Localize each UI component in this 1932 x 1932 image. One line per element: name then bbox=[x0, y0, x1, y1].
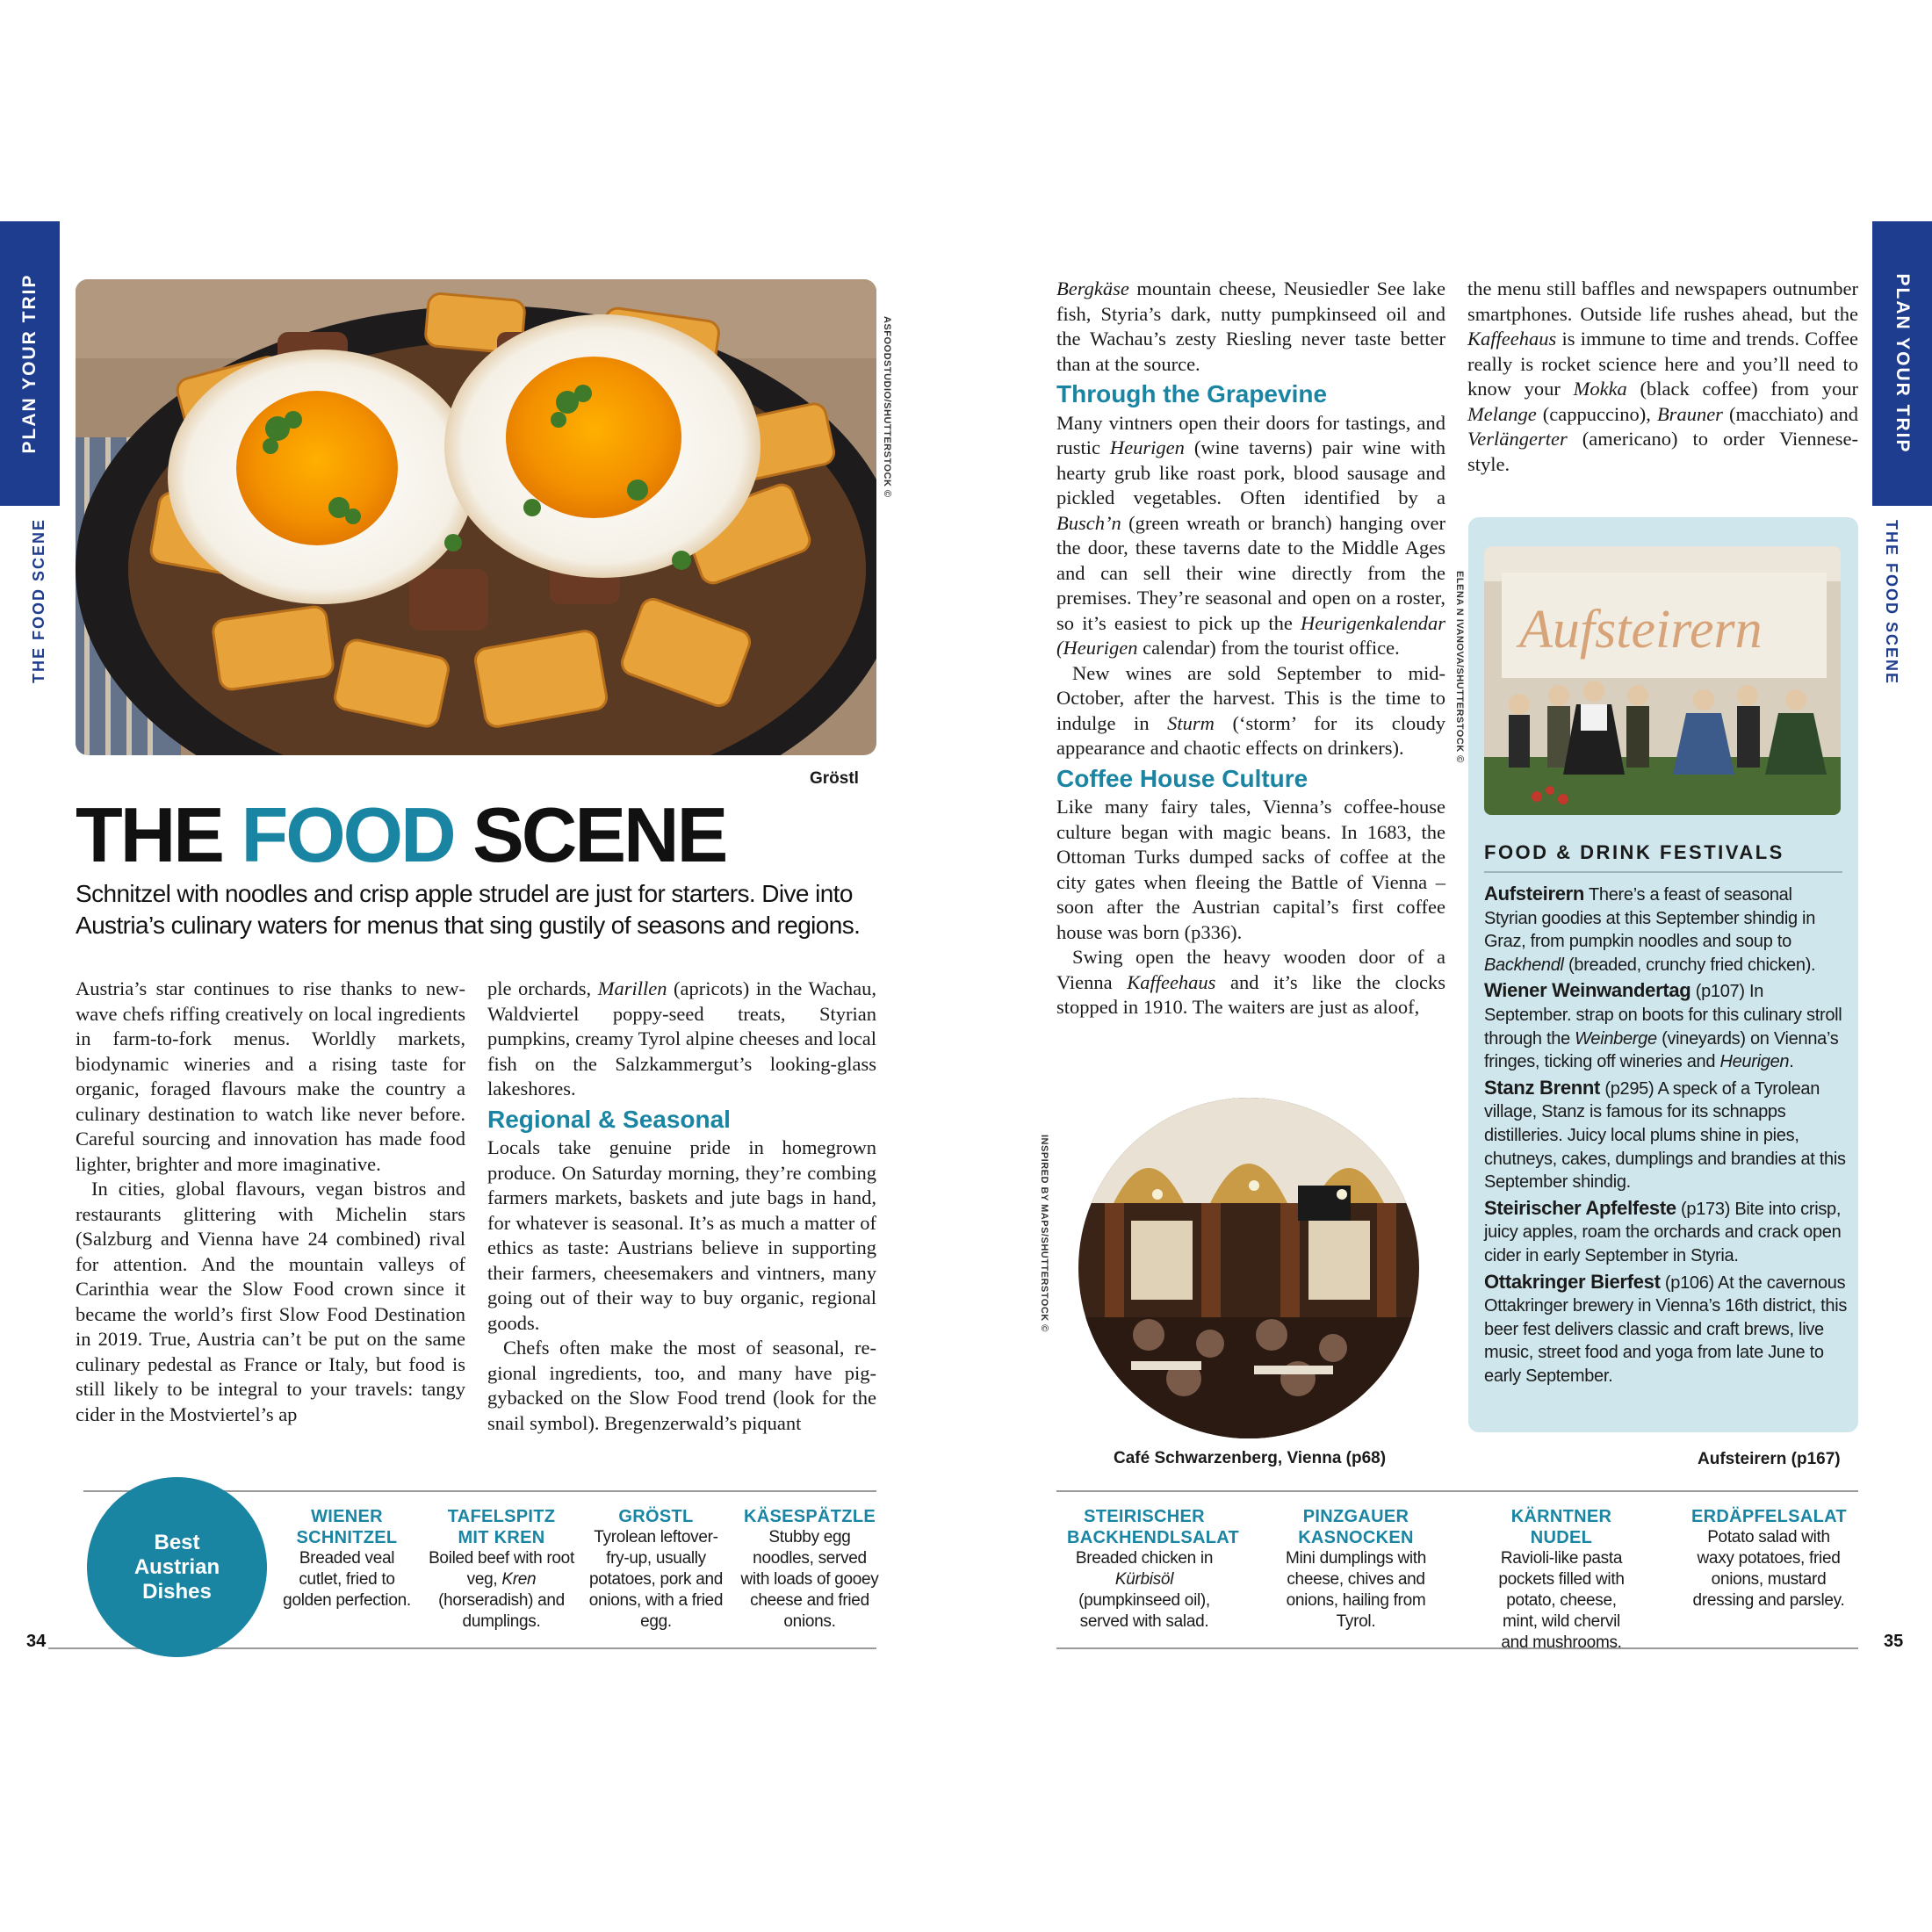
col4-p1-f: (americano) to order Viennese-style. bbox=[1467, 428, 1858, 475]
col3-p5-a: Swing open the heavy wooden door of a Vienna bbox=[1056, 946, 1445, 993]
dishes-bottom-rule-right bbox=[1056, 1647, 1858, 1649]
col3-p2-d: calendar) from the tourist office. bbox=[1137, 637, 1400, 659]
festival-name: Aufsteirern bbox=[1484, 883, 1585, 905]
right-column-2 bbox=[1467, 277, 1858, 477]
dish-kasespatzle bbox=[732, 1506, 887, 1633]
col1-paragraph-1: Austria’s star continues to rise thanks to new-wave chefs riffing creatively on local ingredients in farm-to-fork menus. Worldly markets, biodynamic wineries and a rising taste for organic, foraged flavours make the country a culinary destination to watch like never before. Careful sourcing and innovation has made food lighter, brighter and more imaginative. bbox=[76, 977, 465, 1175]
col3-paragraph-2 bbox=[1056, 411, 1445, 661]
dish-description: Stubby egg noodles, served with loads of gooey cheese and fried onions. bbox=[740, 1528, 879, 1631]
col3-p1-em: Bergkäse bbox=[1056, 278, 1129, 299]
col4-p1-em1: Kaffeehaus bbox=[1467, 328, 1557, 350]
title-part1: THE bbox=[76, 791, 242, 878]
dish-description: Ravioli-like pasta pockets filled with potato, cheese, mint, wild chervil and mushrooms. bbox=[1498, 1549, 1625, 1652]
col4-p1-d: (cappuccino), bbox=[1536, 402, 1657, 425]
col3-p2-em3: Heurigenkalendar (Heurigen bbox=[1056, 611, 1445, 659]
col3-paragraph-4: Like many fairy tales, Vienna’s coffee-house culture began with magic beans. In 1683, the Ottoman Turks dumped sacks of coffee at the city gates when fleeing the Battle of Vienna – soon after the Austrian capital’s first coffee house was born (p336). bbox=[1056, 796, 1445, 943]
right-section-tab bbox=[1872, 221, 1932, 506]
left-section-tab bbox=[0, 221, 60, 506]
grostl-photo bbox=[76, 279, 876, 755]
festival-name: Ottakringer Bierfest bbox=[1484, 1270, 1661, 1293]
dish-desc-b: (pumpkinseed oil), served with salad. bbox=[1078, 1591, 1210, 1631]
festival-text: There’s a feast of seasonal Styrian goodies at this September shindig in Graz, from pumpkin noodles and soup to bbox=[1484, 885, 1816, 952]
dish-desc-em: Kren bbox=[501, 1570, 537, 1589]
dish-name: KÄRNTNER NUDEL bbox=[1510, 1507, 1612, 1547]
festival-item bbox=[1484, 979, 1848, 1073]
dish-description bbox=[1067, 1548, 1222, 1633]
dish-desc-b: (horseradish) and dumplings. bbox=[438, 1591, 565, 1631]
dish-name: KÄSESPÄTZLE bbox=[744, 1507, 876, 1526]
festival-text-em2: Heurigen bbox=[1719, 1052, 1790, 1072]
festival-item bbox=[1484, 1077, 1848, 1194]
dish-grostl bbox=[579, 1506, 733, 1633]
festival-text-b: (vineyards) on Vienna’s fringes, ticking off wineries and bbox=[1484, 1028, 1839, 1072]
dish-description: Mini dumplings with cheese, chives and onions, hailing from Tyrol. bbox=[1285, 1549, 1427, 1631]
col3-p2-b: (wine taverns) pair wine with hearty grub like roast pork, blood sausage and pickled vegetables. Often identified by a bbox=[1056, 436, 1445, 508]
best-austrian-dishes-badge: Best Austrian Dishes bbox=[87, 1477, 267, 1657]
dish-steirischer-backhendlsalat bbox=[1067, 1506, 1240, 1633]
col3-p3-a: New wines are sold September to mid-October, after the harvest. This is the time to indulge in bbox=[1056, 661, 1445, 734]
festival-item bbox=[1484, 1271, 1848, 1388]
col1-paragraph-2: In cities, global flavours, vegan bistros and restaurants glittering with Michelin stars (Salzburg and Vienna have 24 combined) rival for attention. And the mountain valleys of Carinthia wear the Slow Food crown since it became the world’s first Slow Food Destination in 2019. True, Austria can’t be put on the same culinary pedestal as France or Italy, but food is still likely to be integral to your travels: tangy cider in the Mostviertel’s ap bbox=[76, 1178, 465, 1425]
col2-p1-text-b: (apricots) in the Wachau, Waldviertel poppy-seed treats, Styrian pumpkins, creamy Tyrol alpine cheeses and local fish on the Salzkammergut’s looking-glass lakeshores. bbox=[487, 977, 877, 1099]
col3-p2-a: Many vintners open their doors for tastings, and rustic bbox=[1056, 411, 1445, 458]
col3-p2-em1: Heurigen bbox=[1109, 436, 1185, 458]
col3-p3-em: Sturm bbox=[1167, 711, 1215, 734]
right-column-1 bbox=[1056, 277, 1445, 1020]
dish-name: ERDÄPFELSALAT bbox=[1691, 1507, 1847, 1526]
festival-name: Steirischer Apfelfeste bbox=[1484, 1196, 1676, 1219]
grostl-photo-caption: Gröstl bbox=[810, 769, 859, 788]
col4-p1-e: (macchiato) and bbox=[1722, 402, 1859, 425]
col2-paragraph-1 bbox=[487, 977, 876, 1102]
festival-text: (p173) Bite into crisp, juicy apples, roam the orchards and crack open cider in early September in Styria. bbox=[1484, 1199, 1842, 1265]
festival-item bbox=[1484, 1197, 1848, 1268]
dish-name: GRÖSTL bbox=[618, 1507, 694, 1526]
col3-paragraph-1 bbox=[1056, 277, 1445, 377]
title-accent: FOOD bbox=[241, 791, 454, 878]
festival-name: Wiener Weinwandertag bbox=[1484, 979, 1691, 1002]
dish-tafelspitz bbox=[424, 1506, 579, 1633]
col4-p1-em2: Mokka bbox=[1573, 378, 1627, 400]
col3-p5-em: Kaffeehaus bbox=[1127, 970, 1216, 993]
dish-name: STEIRISCHER BACKHENDLSALAT bbox=[1067, 1507, 1240, 1547]
col4-p1-c: (black coffee) from your bbox=[1626, 378, 1858, 400]
dish-desc-a: Boiled beef with root veg, bbox=[429, 1549, 574, 1589]
festival-text: (p107) In September. strap on boots for this culinary stroll through the bbox=[1484, 982, 1842, 1049]
col3-paragraph-5 bbox=[1056, 945, 1445, 1020]
festival-text-c: . bbox=[1789, 1052, 1794, 1072]
col3-p5-b: and it’s like the clocks stopped in 1910. The waiters are just as aloof, bbox=[1056, 970, 1445, 1018]
page-title bbox=[76, 790, 725, 880]
festivals-list bbox=[1484, 883, 1848, 1390]
festival-text-em: Backhendl bbox=[1484, 955, 1564, 975]
aufsteirern-photo bbox=[1484, 546, 1841, 815]
col4-p1-em3: Melange bbox=[1467, 402, 1537, 425]
dish-description bbox=[424, 1548, 579, 1633]
dish-description: Potato salad with waxy potatoes, fried onions, mustard dressing and parsley. bbox=[1692, 1528, 1845, 1610]
left-column-2 bbox=[487, 977, 876, 1436]
col3-p1-text: mountain cheese, Neusiedler See lake fish, Styria’s dark, nutty pumpkinseed oil and the Wachau’s zesty Riesling never taste better than at the source. bbox=[1056, 278, 1445, 375]
festivals-heading: FOOD & DRINK FESTIVALS bbox=[1484, 841, 1842, 873]
dish-description: Breaded veal cutlet, fried to golden perfection. bbox=[283, 1549, 411, 1610]
left-column-1 bbox=[76, 977, 465, 1427]
festival-text-em: Weinberge bbox=[1575, 1028, 1657, 1049]
festival-item bbox=[1484, 883, 1848, 977]
dish-name: TAFELSPITZ MIT KREN bbox=[447, 1507, 556, 1547]
col3-p2-c: (green wreath or branch) hanging over the door, these taverns date to the Middle Ages and can sell their wine directly from the premises. They’re seasonal and open on a roster, so it’s easiest to pick up the bbox=[1056, 511, 1445, 634]
col3-p2-em2: Busch’n bbox=[1056, 511, 1121, 534]
dish-desc-a: Breaded chicken in bbox=[1075, 1549, 1214, 1568]
col2-paragraph-3: Chefs often make the most of seasonal, regional ingredients, too, and many have piggybacked on the Slow Food trend (look for the snail symbol). Bregenzerwald’s piquant bbox=[487, 1337, 876, 1434]
dish-wiener-schnitzel bbox=[270, 1506, 424, 1611]
festival-text-b: (breaded, crunchy fried chicken). bbox=[1563, 955, 1816, 975]
right-tab-label: PLAN YOUR TRIP bbox=[1892, 273, 1913, 454]
festival-text: (p106) At the cavernous Ottakringer brewery in Vienna’s 16th district, this beer fest delivers classic and craft brews, live music, street food and yoga from late June to early September. bbox=[1484, 1272, 1848, 1386]
dish-name: PINZGAUER KASNOCKEN bbox=[1298, 1507, 1414, 1547]
page-number-left: 34 bbox=[26, 1632, 47, 1651]
aufsteirern-sign-text: Aufsteirern bbox=[1519, 600, 1763, 660]
dish-name: WIENER SCHNITZEL bbox=[296, 1507, 398, 1547]
col3-p3-b: (‘storm’ for its cloudy appearance and chaotic effects on drinkers). bbox=[1056, 711, 1445, 759]
intro-text: Schnitzel with noodles and crisp apple strudel are just for starters. Dive into Austria’s culinary waters for menus that sing gustily of seasons and regions. bbox=[76, 880, 861, 939]
festival-text: (p295) A speck of a Tyrolean village, Stanz is famous for its schnapps distilleries. Juicy local plums shine in pies, chutneys, cakes, dumplings and brandies at this September shindig. bbox=[1484, 1078, 1846, 1193]
dishes-top-rule-right bbox=[1056, 1490, 1858, 1492]
grapevine-photo-credit: ELENA N IVANOVA/SHUTTERSTOCK © bbox=[1454, 571, 1465, 763]
col4-p1-em5: Verlängerter bbox=[1467, 428, 1568, 450]
col4-p1-em4: Brauner bbox=[1656, 402, 1723, 425]
page-number-right: 35 bbox=[1884, 1632, 1904, 1651]
col2-p1-em: Marillen bbox=[597, 977, 667, 999]
aufsteirern-photo-caption: Aufsteirern (p167) bbox=[1698, 1450, 1841, 1468]
cafe-photo-credit: INSPIRED BY MAPS/SHUTTERSTOCK © bbox=[1039, 1135, 1049, 1332]
heading-through-the-grapevine: Through the Grapevine bbox=[1056, 380, 1328, 407]
col2-paragraph-2: Locals take genuine pride in homegrown produce. On Saturday morning, they’re combing farmers markets, baskets and jute bags in hand, for whatever is seasonal. It’s as much a matter of ethics as taste: Austrians believe in supporting their farmers, cheesemakers and vintners, many going out of their way to buy organic, regional goods. bbox=[487, 1136, 876, 1334]
dish-erdapfelsalat bbox=[1691, 1506, 1846, 1611]
dish-pinzgauer-kasnocken bbox=[1279, 1506, 1433, 1633]
heading-regional-seasonal: Regional & Seasonal bbox=[487, 1105, 731, 1133]
right-section-label: THE FOOD SCENE bbox=[1883, 520, 1900, 686]
dish-karntner-nudel bbox=[1484, 1506, 1639, 1654]
col2-p1-text: ple orchards, bbox=[487, 977, 598, 999]
dish-description: Tyrolean leftover-fry-up, usually potatoes, pork and onions, with a fried egg. bbox=[588, 1528, 724, 1631]
cafe-schwarzenberg-photo bbox=[1078, 1098, 1419, 1438]
col3-paragraph-3 bbox=[1056, 661, 1445, 761]
grostl-photo-credit: ASFOODSTUDIO/SHUTTERSTOCK © bbox=[882, 316, 892, 498]
col4-p1-a: the menu still baffles and newspapers outnumber smartphones. Outside life rushes ahead, but the bbox=[1467, 278, 1858, 325]
dish-desc-em: Kürbisöl bbox=[1114, 1570, 1174, 1589]
heading-coffee-house-culture: Coffee House Culture bbox=[1056, 764, 1308, 792]
col4-paragraph-1 bbox=[1467, 277, 1858, 477]
cafe-photo-caption: Café Schwarzenberg, Vienna (p68) bbox=[1114, 1449, 1387, 1467]
col4-p1-b: is immune to time and trends. Coffee really is rocket science here and you’ll need to know your bbox=[1467, 328, 1858, 400]
left-tab-label: PLAN YOUR TRIP bbox=[19, 273, 40, 454]
left-section-label: THE FOOD SCENE bbox=[30, 518, 47, 684]
festival-name: Stanz Brennt bbox=[1484, 1076, 1601, 1099]
title-part2: SCENE bbox=[453, 791, 726, 878]
